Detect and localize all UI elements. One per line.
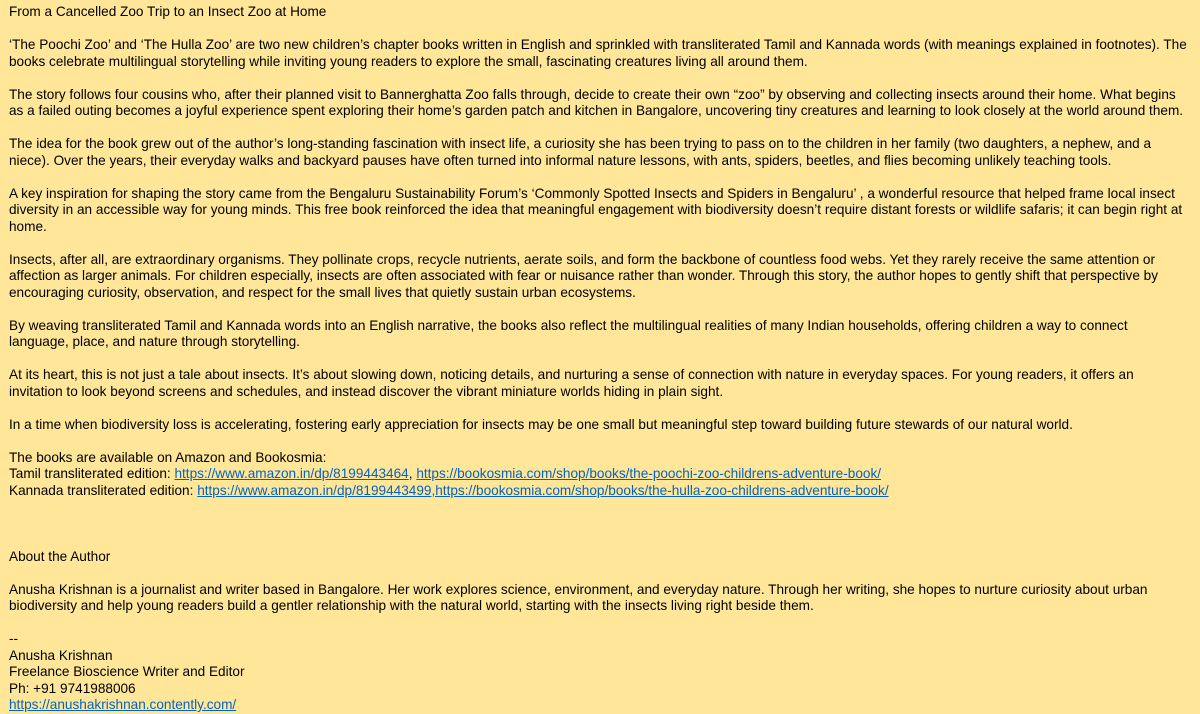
kannada-edition-line (9, 483, 1191, 500)
paragraph-multilingual: By weaving transliterated Tamil and Kannada words into an English narrative, the books also reflect the multilingual realities of many Indian households, offering children a way to connect language, place, and nature through storytelling. (9, 317, 1128, 349)
document-title: From a Cancelled Zoo Trip to an Insect Zoo at Home (9, 4, 327, 19)
paragraph-inspiration: A key inspiration for shaping the story came from the Bengaluru Sustainability Forum’s ‘Commonly Spotted Insects and Spiders in Bengaluru’ , a wonderful resource that helped frame local insect diversity in an accessible way for young minds. This free book reinforced the idea that meaningful engagement with biodiversity doesn’t require distant forests or wildlife safaris; it can begin right at home. (9, 185, 1183, 234)
about-heading: About the Author (9, 548, 111, 564)
signature-website-line (9, 697, 1191, 714)
paragraph-books-intro: ‘The Poochi Zoo’ and ‘The Hulla Zoo’ are two new children’s chapter books written in English and sprinkled with transliterated Tamil and Kannada words (with meanings explained in footnotes). The books celebrate multilingual storytelling while inviting young readers to explore the small, fascinating creatures living all around them. (9, 37, 1187, 69)
paragraph-idea: The idea for the book grew out of the author’s long-standing fascination with insect life, a curiosity she has been trying to pass on to the children in her family (two daughters, a nephew, and a niece). Over the years, their everyday walks and backyard pauses have often turned into informal nature lessons, with ants, spiders, beetles, and flies becoming unlikely teaching tools. (9, 136, 1152, 168)
tamil-edition-line (9, 466, 1191, 483)
tamil-link-separator: , (408, 466, 417, 481)
signature-name: Anusha Krishnan (9, 647, 113, 663)
paragraph-biodiversity: In a time when biodiversity loss is accelerating, fostering early appreciation for insects may be one small but meaningful step toward building future stewards of our natural world. (9, 416, 1073, 432)
paragraph-insects: Insects, after all, are extraordinary organisms. They pollinate crops, recycle nutrients, aerate soils, and form the backbone of countless food webs. Yet they rarely receive the same attention or affection as larger animals. For children especially, insects are often associated with fear or nuisance rather than wonder. Through this story, the author hopes to gently shift that perspective by encouraging curiosity, observation, and respect for the small lives that quietly sustain urban ecosystems. (9, 251, 1159, 300)
tamil-edition-label: Tamil transliterated edition: (9, 466, 175, 481)
paragraph-story: The story follows four cousins who, after their planned visit to Bannerghatta Zoo falls through, decide to create their own “zoo” by observing and collecting insects around their home. What begins as a failed outing becomes a joyful experience spent exploring their home’s garden patch and kitchen in Bangalore, uncovering tiny creatures and learning to look closely at the world around them. (9, 86, 1184, 118)
kannada-link[interactable]: https://www.amazon.in/dp/8199443499,https://bookosmia.com/shop/books/the-hulla-zoo-childrens-adventure-book/ (197, 482, 889, 498)
availability-intro: The books are available on Amazon and Bookosmia: (9, 449, 327, 465)
signature-block (9, 631, 1191, 714)
availability-block (9, 450, 1191, 500)
tamil-amazon-link[interactable]: https://www.amazon.in/dp/8199443464 (174, 466, 409, 481)
signature-role: Freelance Bioscience Writer and Editor (9, 664, 245, 679)
paragraph-heart: At its heart, this is not just a tale about insects. It’s about slowing down, noticing details, and nurturing a sense of connection with nature in everyday spaces. For young readers, it offers an invitation to look beyond screens and schedules, and instead discover the vibrant miniature worlds hiding in plain sight. (9, 367, 1134, 399)
tamil-bookosmia-link[interactable]: https://bookosmia.com/shop/books/the-poochi-zoo-childrens-adventure-book/ (416, 466, 882, 481)
signature-phone: Ph: +91 9741988006 (9, 680, 136, 696)
kannada-edition-label: Kannada transliterated edition: (9, 482, 198, 498)
signature-dashes: -- (9, 631, 19, 646)
spacer (9, 516, 1191, 549)
document-body (9, 4, 1191, 714)
signature-website-link[interactable]: https://anushakrishnan.contently.com/ (9, 697, 237, 712)
about-body: Anusha Krishnan is a journalist and writer based in Bangalore. Her work explores science, environment, and everyday nature. Through her writing, she hopes to nurture curiosity about urban biodiversity and help young readers build a gentler relationship with the natural world, starting with the insects living right beside them. (9, 581, 1148, 613)
